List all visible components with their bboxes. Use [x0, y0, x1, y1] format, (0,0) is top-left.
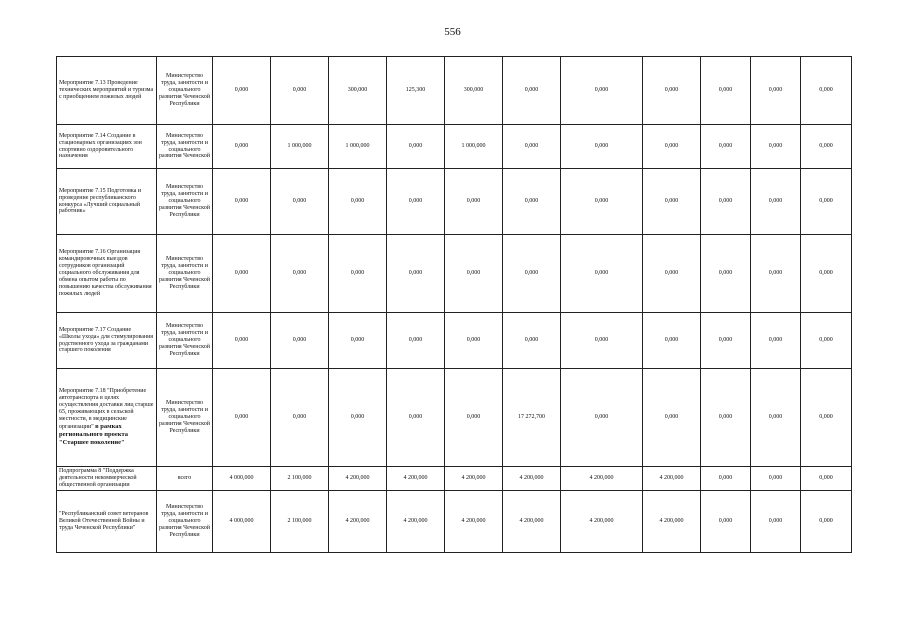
value-cell: 0,000	[643, 125, 701, 169]
value-cell: 0,000	[751, 490, 801, 552]
value-cell: 0,000	[329, 313, 387, 369]
value-cell: 0,000	[701, 313, 751, 369]
value-cell: 0,000	[751, 467, 801, 491]
value-cell: 4 000,000	[213, 490, 271, 552]
value-cell: 0,000	[329, 369, 387, 467]
measure-name: Мероприятие 7.16 Организация командировочных выездов сотрудников организаций социального обслуживания для обмена опытом работы по повышению качества обслуживания пожилых людей	[59, 249, 152, 297]
value-cell: 0,000	[801, 125, 852, 169]
value-cell: 0,000	[271, 235, 329, 313]
value-cell: 0,000	[751, 125, 801, 169]
value-cell: 0,000	[387, 169, 445, 235]
value-cell: 0,000	[751, 369, 801, 467]
value-cell: 0,000	[213, 313, 271, 369]
value-cell: 300,000	[329, 57, 387, 125]
value-cell: 0,000	[701, 467, 751, 491]
value-cell: 0,000	[643, 313, 701, 369]
measure-name: "Республиканский совет ветеранов Великой Отечественной Войны и труда Чеченской Республики"	[59, 510, 149, 531]
value-cell: 4 200,000	[561, 490, 643, 552]
value-cell: 4 200,000	[329, 467, 387, 491]
value-cell: 0,000	[561, 57, 643, 125]
measure-name: Мероприятие 7.13 Проведение технических мероприятий и туризма с приобщением пожилых людей	[59, 80, 154, 100]
value-cell: 0,000	[751, 57, 801, 125]
measure-name: Мероприятие 7.18 "Приобретение автотранспорта в целях осуществления доставки лиц старше 65, проживающих в сельской местности, в медицинские организации"	[59, 388, 154, 430]
value-cell: 0,000	[801, 235, 852, 313]
value-cell: 0,000	[387, 369, 445, 467]
value-cell: 0,000	[387, 235, 445, 313]
value-cell: 0,000	[643, 369, 701, 467]
value-cell: 0,000	[445, 169, 503, 235]
value-cell: 0,000	[213, 169, 271, 235]
value-cell: 0,000	[751, 313, 801, 369]
measure-name-cell	[57, 467, 157, 491]
measure-name-cell	[57, 235, 157, 313]
value-cell: 1 000,000	[271, 125, 329, 169]
table-row	[57, 490, 852, 552]
value-cell: 0,000	[387, 313, 445, 369]
value-cell: 0,000	[561, 369, 643, 467]
value-cell: 0,000	[643, 57, 701, 125]
value-cell: 0,000	[271, 369, 329, 467]
measure-name: Мероприятие 7.15 Подготовка и проведение республиканского конкурса «Лучший социальный работник»	[59, 187, 142, 215]
measure-name-cell	[57, 169, 157, 235]
table-row	[57, 169, 852, 235]
table-row	[57, 313, 852, 369]
value-cell: 4 200,000	[503, 467, 561, 491]
value-cell: 0,000	[751, 169, 801, 235]
value-cell: 0,000	[213, 369, 271, 467]
table-row	[57, 235, 852, 313]
value-cell: 0,000	[213, 235, 271, 313]
measure-name: Мероприятие 7.17 Создание «Школы ухода» для стимулирования родственного ухода за гражданами старшего поколения	[59, 326, 154, 354]
measure-name: Подпрограмма 8 "Поддержка деятельности некоммерческой общественной организации	[59, 468, 137, 488]
value-cell: 0,000	[445, 313, 503, 369]
value-cell: 0,000	[701, 369, 751, 467]
table-row	[57, 125, 852, 169]
value-cell: 0,000	[801, 57, 852, 125]
value-cell: 0,000	[801, 467, 852, 491]
value-cell: 0,000	[701, 125, 751, 169]
value-cell: 0,000	[503, 235, 561, 313]
value-cell: 0,000	[561, 313, 643, 369]
value-cell: 0,000	[701, 235, 751, 313]
value-cell: 0,000	[329, 235, 387, 313]
budget-table	[56, 56, 852, 553]
value-cell: 4 200,000	[445, 467, 503, 491]
measure-name-cell	[57, 57, 157, 125]
value-cell: 1 000,000	[445, 125, 503, 169]
value-cell: 0,000	[801, 369, 852, 467]
table-row	[57, 467, 852, 491]
value-cell: 300,000	[445, 57, 503, 125]
value-cell: 0,000	[561, 169, 643, 235]
value-cell: 2 100,000	[271, 467, 329, 491]
value-cell: 4 200,000	[643, 490, 701, 552]
executor-cell: Министерство труда, занятости и социального развития Чеченской Республики	[157, 369, 213, 467]
value-cell: 4 200,000	[561, 467, 643, 491]
value-cell: 0,000	[643, 169, 701, 235]
value-cell: 4 200,000	[329, 490, 387, 552]
value-cell: 0,000	[213, 125, 271, 169]
value-cell: 1 000,000	[329, 125, 387, 169]
value-cell: 0,000	[503, 57, 561, 125]
value-cell: 0,000	[503, 169, 561, 235]
value-cell: 0,000	[643, 235, 701, 313]
executor-cell: Министерство труда, занятости и социального развития Чеченской Республики	[157, 169, 213, 235]
measure-name-cell	[57, 313, 157, 369]
executor-cell: Министерство труда, занятости и социального развития Чеченской Республики	[157, 235, 213, 313]
measure-name-suffix: в рамках регионального проекта "Старшее поколение"	[59, 422, 129, 446]
value-cell: 0,000	[561, 235, 643, 313]
value-cell: 0,000	[701, 169, 751, 235]
value-cell: 0,000	[329, 169, 387, 235]
value-cell: 0,000	[271, 313, 329, 369]
measure-name: Мероприятие 7.14 Создание в стационарных организациях зон спортивно оздоровительного назначения	[59, 132, 142, 160]
value-cell: 0,000	[213, 57, 271, 125]
value-cell: 125,300	[387, 57, 445, 125]
value-cell: 4 200,000	[643, 467, 701, 491]
value-cell: 0,000	[561, 125, 643, 169]
table-row	[57, 369, 852, 467]
value-cell: 0,000	[503, 313, 561, 369]
value-cell: 4 000,000	[213, 467, 271, 491]
measure-name-cell	[57, 125, 157, 169]
value-cell: 0,000	[271, 169, 329, 235]
measure-name-cell	[57, 369, 157, 467]
value-cell: 0,000	[701, 490, 751, 552]
value-cell: 4 200,000	[387, 467, 445, 491]
value-cell: 17 272,700	[503, 369, 561, 467]
value-cell: 2 100,000	[271, 490, 329, 552]
value-cell: 0,000	[751, 235, 801, 313]
value-cell: 0,000	[387, 125, 445, 169]
value-cell: 0,000	[801, 169, 852, 235]
executor-cell: всего	[157, 467, 213, 491]
value-cell: 4 200,000	[445, 490, 503, 552]
value-cell: 4 200,000	[503, 490, 561, 552]
executor-cell: Министерство труда, занятости и социального развития Чеченской Республики	[157, 490, 213, 552]
value-cell: 4 200,000	[387, 490, 445, 552]
executor-cell: Министерство труда, занятости и социального развития Чеченской Республики	[157, 313, 213, 369]
value-cell: 0,000	[445, 235, 503, 313]
value-cell: 0,000	[801, 490, 852, 552]
executor-cell: Министерство труда, занятости и социального развития Чеченской	[157, 125, 213, 169]
value-cell: 0,000	[503, 125, 561, 169]
value-cell: 0,000	[701, 57, 751, 125]
executor-cell: Министерство труда, занятости и социального развития Чеченской Республики	[157, 57, 213, 125]
value-cell: 0,000	[445, 369, 503, 467]
page-number: 556	[444, 26, 461, 38]
value-cell: 0,000	[271, 57, 329, 125]
table-row	[57, 57, 852, 125]
value-cell: 0,000	[801, 313, 852, 369]
measure-name-cell	[57, 490, 157, 552]
